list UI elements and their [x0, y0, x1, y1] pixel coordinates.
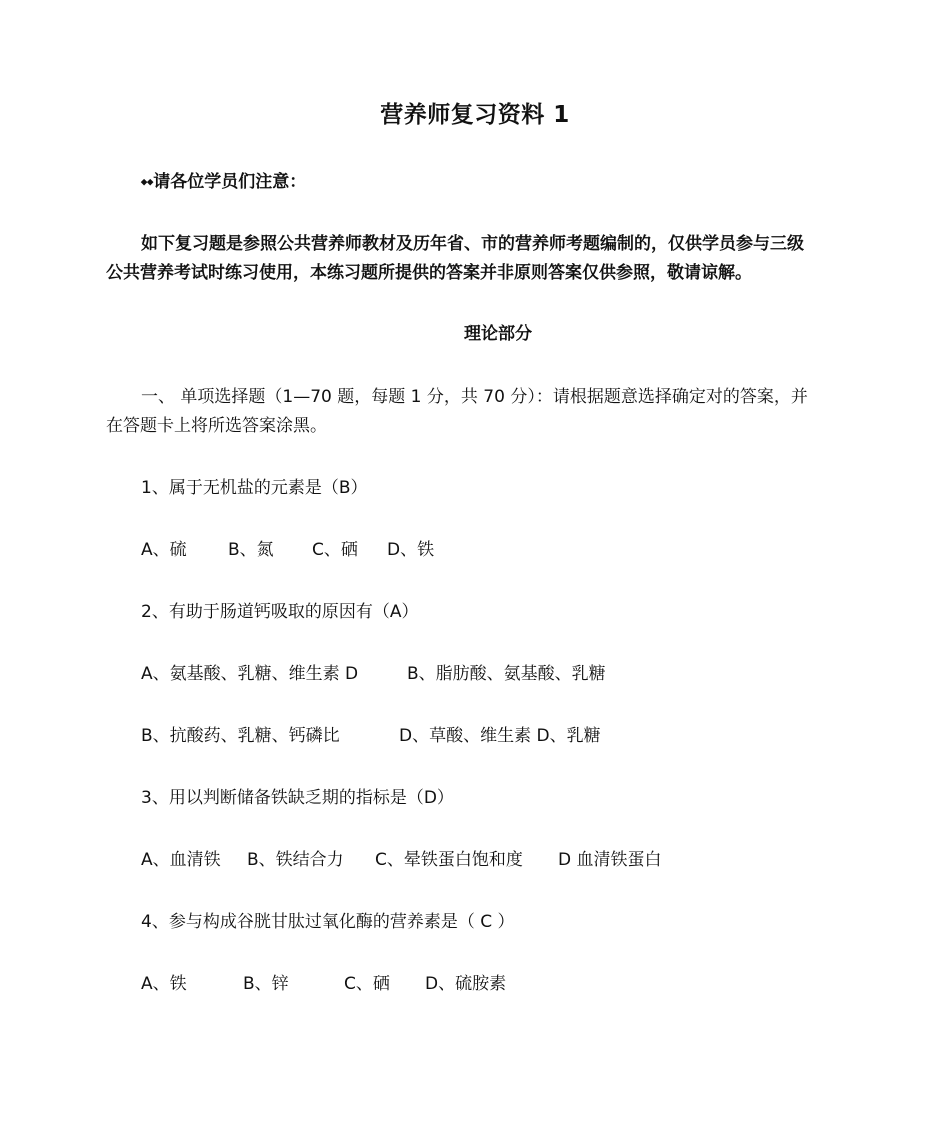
option-b: B、铁结合力 — [247, 850, 344, 870]
question-3-options — [141, 848, 662, 872]
document-title: 营养师复习资料 1 — [380, 102, 570, 128]
question-2-options-row-2 — [141, 724, 601, 748]
option-d: D、硫胺素 — [425, 974, 507, 994]
question-1-options — [141, 538, 434, 562]
option-b: B、氮 — [228, 540, 274, 560]
option-c: C、硒 — [312, 540, 358, 560]
option-d: D、铁 — [387, 540, 435, 560]
instruction-line-2: 在答题卡上将所选答案涂黑。 — [106, 416, 327, 436]
question-1-stem: 1、属于无机盐的元素是（B） — [141, 478, 368, 498]
option-b: B、抗酸药、乳糖、钙磷比 — [141, 726, 340, 746]
question-2-options-row-1 — [141, 662, 606, 686]
option-a: A、硫 — [141, 540, 187, 560]
option-a: A、氨基酸、乳糖、维生素 D — [141, 664, 359, 684]
option-b: B、锌 — [243, 974, 289, 994]
section-title: 理论部分 — [464, 324, 532, 344]
question-4-options — [141, 972, 506, 996]
notice-heading: ⬩⬩请各位学员们注意： — [141, 172, 307, 192]
question-3-stem: 3、用以判断储备铁缺乏期的指标是（D） — [141, 788, 454, 808]
option-c: C、晕铁蛋白饱和度 — [375, 850, 523, 870]
option-d: D 血清铁蛋白 — [558, 850, 662, 870]
notice-paragraph-line-1: 如下复习题是参照公共营养师教材及历年省、市的营养师考题编制的，仅供学员参与三级 — [141, 234, 804, 254]
option-b: B、脂肪酸、氨基酸、乳糖 — [407, 664, 606, 684]
option-a: A、铁 — [141, 974, 187, 994]
notice-paragraph-line-2: 公共营养考试时练习使用，本练习题所提供的答案并非原则答案仅供参照，敬请谅解。 — [106, 263, 752, 283]
option-c: C、硒 — [344, 974, 390, 994]
question-2-stem: 2、有助于肠道钙吸取的原因有（A） — [141, 602, 419, 622]
option-a: A、血清铁 — [141, 850, 221, 870]
option-d: D、草酸、维生素 D、乳糖 — [399, 726, 601, 746]
question-4-stem: 4、参与构成谷胱甘肽过氧化酶的营养素是（ C ） — [141, 912, 515, 932]
instruction-line-1: 一、 单项选择题（1—70 题，每题 1 分，共 70 分）：请根据题意选择确定对的答案，并 — [141, 387, 808, 407]
